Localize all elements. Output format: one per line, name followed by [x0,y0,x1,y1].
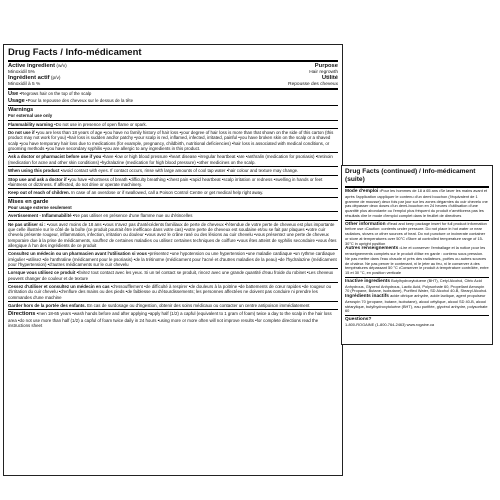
cessez-label: Cessez d'utiliser et consultez un médecin en cas [8,284,110,289]
divider [8,166,338,167]
ne-pas-utiliser-section [8,222,338,249]
ingredient-actif-row [8,82,338,88]
divider [8,105,338,106]
inactive-ingredients-section [345,279,489,294]
autres-renseignements-section [345,246,489,276]
when-using-text: •avoid contact with eyes. If contact occurs, rinse with large amounts of cool tap water •hair colour and texture may change. [60,168,299,174]
ask-doctor-label: Ask a doctor or pharmacist before use if you [8,154,102,160]
cessez-text: •d'essoufflement •de difficulté à respirer •de douleurs à la poitrine •de battements de cœur rapides •de rougeur ou d'irritation du cuir chevelu •d'enflure des mains ou des pieds •de faiblesse ou d'étourdissements; les personnes affectées ne doivent pas conduire ni prendre les commandes d'une machine [8,284,332,300]
garder-text: En cas de surdosage ou d'ingestion, obtenir des soins médicaux ou contacter un centre antipoison immédiatement [87,303,310,309]
consulter-section [8,251,338,267]
flammability-text: •Do not use in presence of open flame or spark. [54,121,147,127]
drug-facts-panel [3,44,343,476]
ingredient-actif-header: Ingrédient actif [8,75,50,82]
mises-title: Mises en garde [8,198,49,205]
divider [8,120,338,121]
active-ingredient: Minoxidil 5% [8,69,35,75]
usage-section [8,98,338,104]
divider [8,175,338,176]
ingredients-inactifs-section [345,294,489,314]
usage-text: •Pour la repousse des cheveux sur le dessus de la tête [26,97,134,103]
ingredient-actif-header-row [8,75,338,82]
divider [8,128,338,129]
ne-pas-utiliser-text: •vous avez moins de 18 ans •vous n'avez pas d'antécédents familiaux de perte de cheveux •l'étendue de votre perte de cheveux est plus importante que celle illustrée sur le côté de la boîte (ce produit pourrait être inefficace dans votre cas) •votre perte de cheveux est soudaine et/ou se fait par plaques •votre cuir chevelu présente rougeur, inflammation, infection, irritation ou douleur •vous avez le crâne rasé ou des lésions au cuir chevelu •vous présentez une perte de cheveux temporaire due à la prise de médicaments, souffrez de certaines maladies ou utilisez certaines techniques de coiffure •vous êtes atteint de syphilis secondaire •vous êtes allergique à l'un des ingrédients de ce produit [8,221,337,248]
do-not-use-label: Do not use if [8,130,35,136]
ingredients-inactifs-label: Ingrédients inactifs [345,294,389,299]
use-label: Use [8,91,19,98]
divider [8,152,338,153]
ne-pas-utiliser-label: Ne pas utiliser si : [8,221,46,227]
other-information-section [345,222,489,247]
active-ingredient-header: Active ingredient [8,63,56,69]
divider [8,282,338,283]
other-information-text: •Read and keep package insert for full product information before use •Caution: contents under pressure. Do not place in hot water or near radiators, stoves or other sources of heat. Do not puncture or incinerate container or store at temperatures over 50°C •Store at controlled temperature range of 15-30°C in upright position [345,220,487,246]
ingredient-actif: Minoxidil à 5 % [8,81,41,87]
drug-facts-continued-title: Drug Facts (continued) / Info-médicament (suite) [345,168,489,188]
purpose-header: Purpose [314,63,338,69]
consulter-text: •présentez •une hypotension ou une hypertension •une maladie cardiaque •un rythme cardiaque irrégulier •utilisez •de l'anthraline (médicament pour le psoriasis) •de la trétinoïne (médicament pour l'acné et d'autres maladies de la peau) •de l'hydralazine (médicament pour l'hypertension) •d'autres médicaments sur le cuir chevelu [8,251,337,267]
divider [8,268,338,269]
inactive-ingredients-label: Inactive ingredients [345,278,391,284]
drug-facts-continued-panel [341,165,493,345]
mode-emploi-label: Mode d'emploi [345,189,379,194]
mode-emploi-section [345,189,489,219]
mode-emploi-text: •Pour les hommes de 18 à 65 ans •Se laver les mains avant et après l'application •appliquer le contenu d'un demi bouchon (l'équivalent de 1 gramme de mousse) deux fois par jour sur les zones dégarnies du cuir chevelu •ne pas dépasser deux doses d'un demi-bouchon en 24 heures •l'utilisation d'une quantité plus abondante ou l'emploi plus fréquent du produit n'améliorera pas les résultats •lire le mode d'emploi complet dans le feuillet de directives [345,188,488,218]
divider [8,249,338,250]
stop-use-text: •you have •shortness of breath •difficulty breathing •chest pain •rapid heartbeat •scalp irritation or redness •swelling in hands or feet •faintness or dizziness. If affected, do not drive or operate machinery. [8,176,323,187]
ingredients-inactifs-text: acide citrique anhydre, acide lactique, agent propulseur Aerospin 70 (propane, butane, isobutane), alcool cétylique, alcool SD 40-B, alcool stéarylique, butylhydroxytoluène (BHT), eau purifiée, glycérol anhydre, polysorbate 60 [345,293,488,314]
directions-label: Directions [8,311,36,318]
lorsque-section [8,270,338,281]
avertissement-section [8,213,338,218]
ingredient-actif-purpose: Repousse des cheveux [288,81,338,87]
flammability-label: Flammability warning [8,121,53,127]
avertissement-label: Avertissement - Inflammabilité [8,213,72,219]
active-ingredient-header-note: (w/v) [56,64,67,69]
avertissement-text: •Ne pas utiliser en présence d'une flamme nue ou d'étincelles [72,213,193,219]
keep-out-label: Keep out of reach of children. [8,190,70,196]
mises-sub: Pour usage externe seulement [8,204,72,210]
keep-out-text: In case of an overdose or if swallowed, call a Poison Control Centre or get medical help right away. [71,190,264,196]
divider [345,315,489,316]
ask-doctor-text: •have •low or high blood pressure •heart disease •irregular heartbeat •are •anthralin (medication for psoriasis) •tretinoin (medication for acne and other skin conditions) •hydralazine (medication for high blood pressure) •other medicines on the scalp. [8,154,333,165]
directions-text: •men 18-65 years •wash hands before and after applying •apply half (1/2) a capful (equivalent to 1 gram of foam) twice a day to the scalp in the hair loss area •do not use more than half (1/2) a capful of foam twice daily in 24 hours •using more or more often will not improve results •for complete directions read the instructions sheet [8,311,332,329]
when-using-label: When using this product [8,168,60,174]
ask-doctor-section [8,154,338,165]
do-not-use-text: •you are less than 18 years of age •you have no family history of hair loss •your degree of hair loss is more than that shown on the side of this carton (this product may not work for you) •hair loss is sudden and/or patchy •your scalp is red, inflamed, infected, irritated, painful •you have broken skin on the scalp or a shaved scalp •you have temporary hair loss due to medications (for example, pregnancy, childbirth, nutritional deficiencies) •hair loss is associated with medical conditions, or grooming methods •you have secondary syphilis •you are allergic to any ingredients in this product. [8,130,334,152]
cessez-section [8,284,338,300]
lorsque-label: Lorsque vous utilisez ce produit [8,270,76,276]
divider [8,220,338,221]
divider [8,309,338,310]
do-not-use-section [8,130,338,151]
divider [8,211,338,212]
autres-renseignements-text: •Lire et conserver l'emballage et la notice pour les renseignements complets sur le produit •Mise en garde : contenu sous pression. Ne pas mettre dans l'eau chaude ni près des radiateurs, poêles ou autres sources de chaleur. Ne pas percer le contenant, ni le jeter au feu, ni le conserver à des températures dépassant 50 °C •Conserver le produit à température contrôlée, entre 15 et 30 °C, en position verticale [345,245,489,275]
ingredient-actif-header-note: (p/v) [50,76,61,82]
active-ingredient-purpose: Hair regrowth [309,69,338,75]
autres-renseignements-label: Autres renseignements [345,246,399,252]
when-using-section [8,168,338,173]
warnings-title: Warnings [8,107,34,114]
consulter-label: Consultez un médecin ou un pharmacien avant l'utilisation si vous [8,251,147,257]
divider [8,197,338,198]
stop-use-label: Stop use and ask a doctor if [8,176,67,182]
questions-text: 1-800-ROGAINE (1-800-764-2463) www.rogaine.ca [345,321,435,327]
inactive-ingredients-text: Butylhydroxytoluene (BHT), Cetyl Alcohol, Citric Acid Anhydrous, Glycerol Anhydrous, Lactic Acid, Polysorbate 60, Propellant Aerospin 70 (Propane, Butane, Isobutane), Purified Water, SD Alcohol 40-B, Stearyl Alcohol. [345,277,488,294]
keep-out-section [8,190,338,195]
use-text: •Regrows hair on the top of the scalp [19,91,92,97]
garder-label: Garder hors de la portée des enfants. [8,303,86,309]
divider [8,88,338,90]
stop-use-section [8,177,338,188]
questions-label: Questions? [345,317,372,322]
other-information-label: Other information [345,221,386,227]
divider [8,301,338,302]
usage-label: Usage [8,97,25,104]
active-ingredient-header-row [8,63,338,70]
flammability-section [8,122,338,127]
warnings-sub: For external use only [8,113,53,119]
utilite-header: Utilité [321,75,338,82]
lorsque-text: •Évitez tout contact avec les yeux. Si un tel contact se produit, rincez avec une grande quantité d'eau froide du robinet •Les cheveux peuvent changer de couleur et de texture [8,270,334,281]
garder-section [8,303,338,308]
directions-section [8,311,338,328]
divider [8,188,338,189]
drug-facts-title: Drug Facts / Info-médicament [8,47,338,62]
